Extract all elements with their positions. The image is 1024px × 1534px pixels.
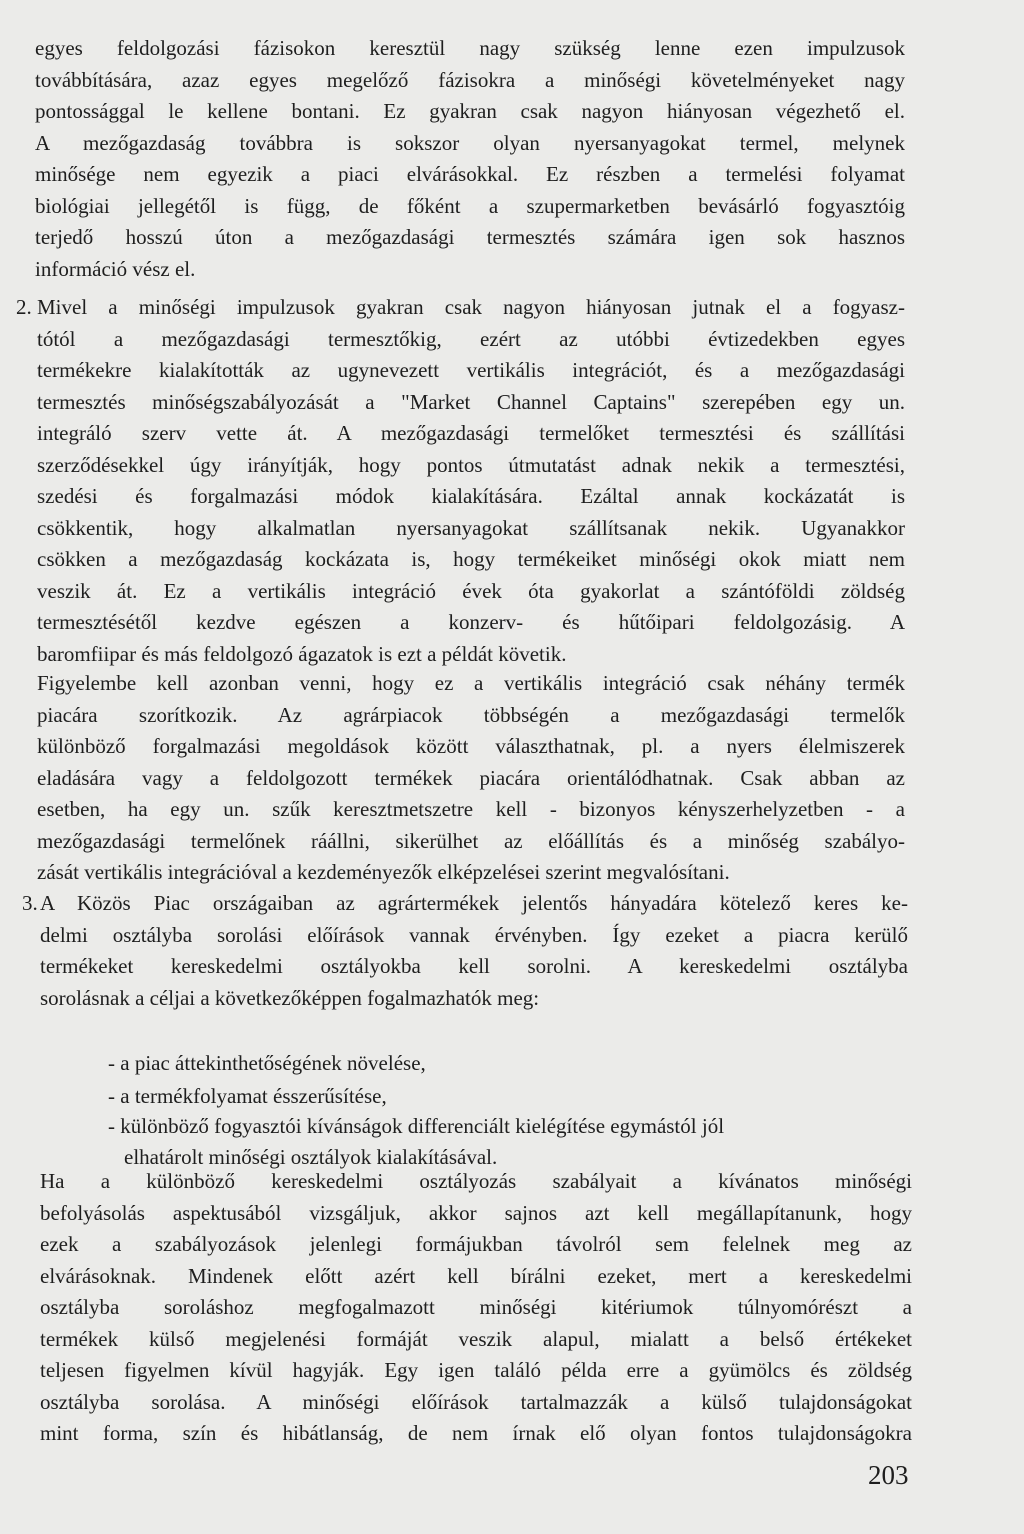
text-line: különböző forgalmazási megoldások között választhatnak, pl. a nyers élelmiszerek xyxy=(37,734,905,758)
text-line: szerződésekkel úgy irányítják, hogy pontos útmutatást adnak nekik a termesztési, xyxy=(37,452,905,477)
text-line: teljesen figyelmen kívül hagyják. Egy igen találó példa erre a gyümölcs és zöldség xyxy=(40,1358,912,1382)
text-line: minősége nem egyezik a piaci elvárásokkal. Ez részben a termelési folyamat xyxy=(35,162,905,186)
text-line: továbbítására, azaz egyes megelőző fázisokra a minőségi követelményeket nagy xyxy=(35,67,905,92)
list-item: - a termékfolyamat ésszerűsítése, xyxy=(108,1084,387,1108)
list-item-continuation: elhatárolt minőségi osztályok kialakításával. xyxy=(124,1145,498,1169)
text-line: piacára szorítkozik. Az agrárpiacok többségén a mezőgazdasági termelők xyxy=(37,702,905,727)
text-line: sorolásnak a céljai a következőképpen fogalmazhatók meg: xyxy=(40,985,540,1010)
list-item: - a piac áttekinthetőségének növelése, xyxy=(108,1051,426,1075)
text-line: termékekre kialakították az ugynevezett vertikális integrációt, és a mezőgazdasági xyxy=(37,358,905,382)
text-line: A Közös Piac országaiban az agrártermékek jelentős hányadára kötelező keres ke- xyxy=(40,891,908,915)
text-line: befolyásolás aspektusából vizsgáljuk, akkor sajnos azt kell megállapítanunk, hogy xyxy=(40,1200,912,1225)
text-line: elvárásoknak. Mindenek előtt azért kell bírálni ezeket, mert a kereskedelmi xyxy=(40,1263,912,1288)
text-line: ezek a szabályozások jelenlegi formájukban távolról sem felelnek meg az xyxy=(40,1232,912,1256)
text-line: információ vész el. xyxy=(35,256,196,281)
text-line: eladására vagy a feldolgozott termékek piacára orientálódhatnak. Csak abban az xyxy=(37,765,905,790)
text-line: pontossággal le kellene bontani. Ez gyakran csak nagyon hiányosan végezhető el. xyxy=(35,99,905,123)
section-2-paragraph xyxy=(37,292,905,670)
list-item: - különböző fogyasztói kívánságok differenciált kielégítése egymástól jól xyxy=(108,1114,725,1138)
text-line: termesztés minőségszabályozását a "Market Channel Captains" szerepében egy un. xyxy=(37,389,905,414)
text-line: zását vertikális integrációval a kezdeményezők elképzelései szerint megvalósítani. xyxy=(37,860,730,884)
section-3-number: 3. xyxy=(22,891,38,915)
text-line: A mezőgazdaság továbbra is sokszor olyan nyersanyagokat termel, melynek xyxy=(35,130,905,155)
text-line: Figyelembe kell azonban venni, hogy ez a vertikális integráció csak néhány termék xyxy=(37,671,905,695)
text-line: mint forma, szín és hibátlanság, de nem írnak elő olyan fontos tulajdonságokra xyxy=(40,1421,912,1445)
text-line: delmi osztályba sorolási előírások vannak érvényben. Így ezeket a piacra kerülő xyxy=(40,922,908,947)
text-line: mezőgazdasági termelőnek ráállni, sikerülhet az előállítás és a minőség szabályo- xyxy=(37,828,905,853)
text-line: veszik át. Ez a vertikális integráció évek óta gyakorlat a szántóföldi zöldség xyxy=(37,578,905,603)
section-2-number: 2. xyxy=(16,295,32,319)
text-line: Ha a különböző kereskedelmi osztályozás szabályait a kívánatos minőségi xyxy=(40,1169,912,1193)
text-line: osztályba soroláshoz megfogalmazott minőségi kitériumok túlnyomórészt a xyxy=(40,1295,912,1319)
text-line: tótól a mezőgazdasági termesztőkig, ezért az utóbbi évtizedekben egyes xyxy=(37,326,905,351)
section-2-followup-paragraph xyxy=(37,668,905,889)
text-line: integráló szerv vette át. A mezőgazdasági termelőket termesztési és szállítási xyxy=(37,421,905,445)
intro-paragraph xyxy=(35,33,905,285)
text-line: baromfiipar és más feldolgozó ágazatok is ezt a példát követik. xyxy=(37,641,567,666)
closing-paragraph xyxy=(40,1166,912,1450)
text-line: termékeket kereskedelmi osztályokba kell sorolni. A kereskedelmi osztályba xyxy=(40,954,908,978)
text-line: szedési és forgalmazási módok kialakítására. Ezáltal annak kockázatát is xyxy=(37,484,905,508)
text-line: osztályba sorolása. A minőségi előírások tartalmazzák a külső tulajdonságokat xyxy=(40,1389,912,1414)
text-line: esetben, ha egy un. szűk keresztmetszetre kell - bizonyos kényszerhelyzetben - a xyxy=(37,797,905,821)
text-line: Mivel a minőségi impulzusok gyakran csak nagyon hiányosan jutnak el a fogyasz- xyxy=(37,295,905,319)
page-number: 203 xyxy=(868,1460,909,1490)
text-line: csökkentik, hogy alkalmatlan nyersanyagokat szállítsanak nekik. Ugyanakkor xyxy=(37,515,905,540)
text-line: egyes feldolgozási fázisokon keresztül nagy szükség lenne ezen impulzusok xyxy=(35,36,905,60)
text-line: termékek külső megjelenési formáját veszik alapul, mialatt a belső értékeket xyxy=(40,1326,912,1351)
text-line: csökken a mezőgazdaság kockázata is, hogy termékeiket minőségi okok miatt nem xyxy=(37,547,905,571)
text-line: biológiai jellegétől is függ, de főként a szupermarketben bevásárló fogyasztóig xyxy=(35,193,905,218)
section-3-paragraph xyxy=(40,888,908,1014)
text-line: termesztésétől kezdve egészen a konzerv- és hűtőipari feldolgozásig. A xyxy=(37,610,905,634)
text-line: terjedő hosszú úton a mezőgazdasági termesztés számára igen sok hasznos xyxy=(35,225,905,249)
